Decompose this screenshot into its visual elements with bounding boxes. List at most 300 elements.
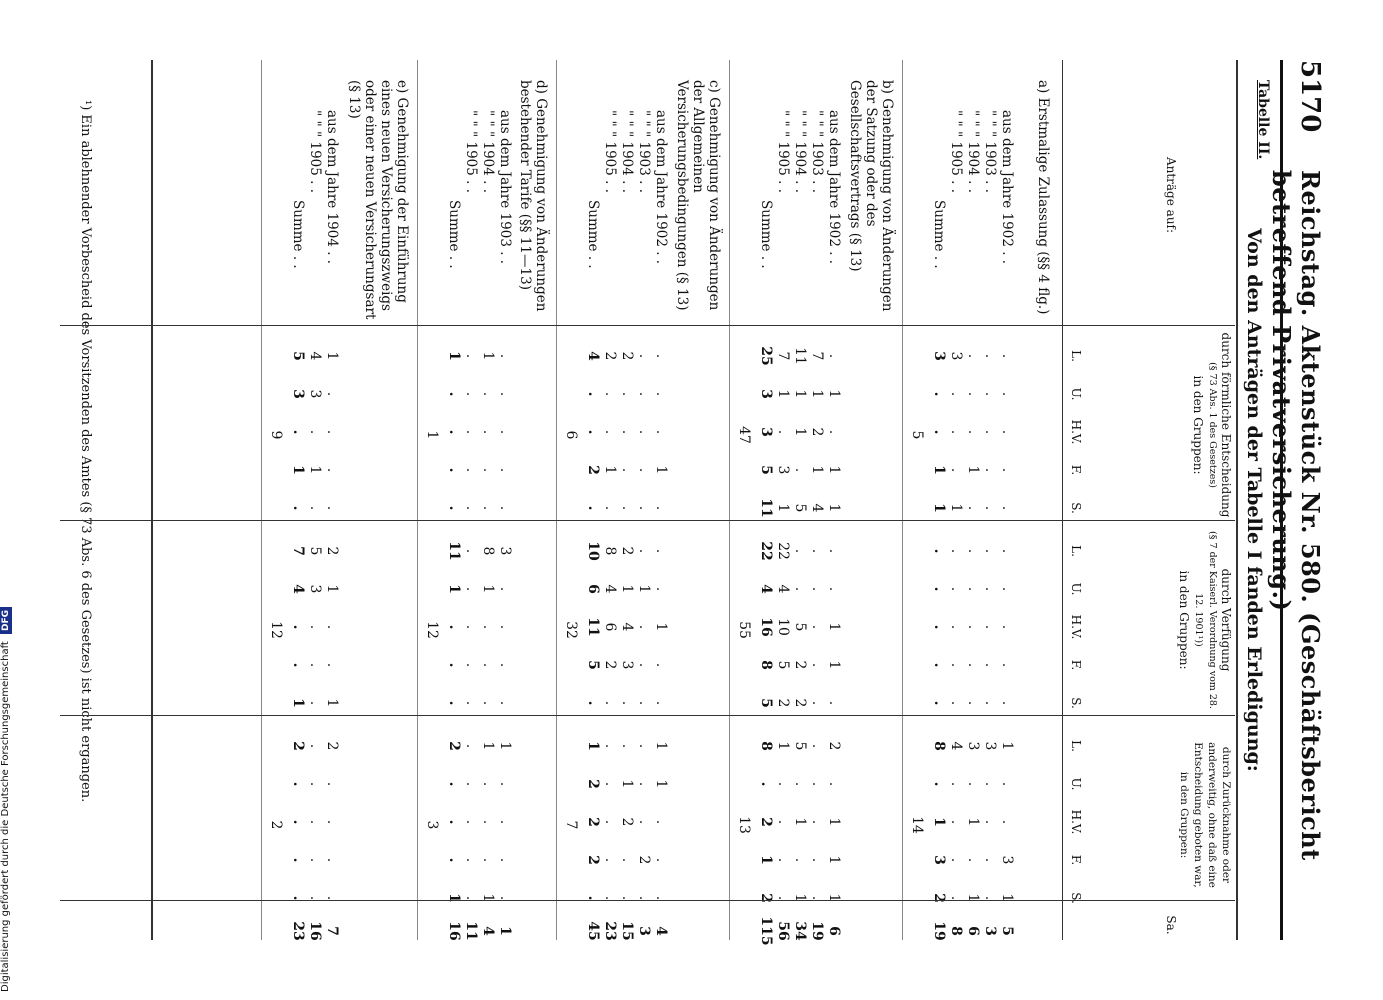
table-cell: . <box>948 781 964 787</box>
col-header-group3 <box>1177 720 1233 910</box>
table-cell: 2 <box>792 660 808 670</box>
row-total: 15 <box>619 921 635 941</box>
table-cell: . <box>792 857 808 863</box>
table-cell: 5 <box>792 741 808 751</box>
table-cell: . <box>636 624 652 630</box>
table-cell: . <box>497 781 513 787</box>
table-cell: 1 <box>653 622 669 632</box>
table-cell: . <box>636 467 652 473</box>
table-cell: . <box>602 743 618 749</box>
table-cell: 3 <box>307 584 323 594</box>
table-cell: . <box>290 781 306 787</box>
row-total: 23 <box>290 921 306 941</box>
table-cell: . <box>965 857 981 863</box>
table-cell: . <box>307 819 323 825</box>
table-cell: 1 <box>775 503 791 513</box>
table-cell: 1 <box>826 893 842 903</box>
table-cell: . <box>653 505 669 511</box>
year-label: " " " 1905 . . <box>948 110 964 194</box>
year-label: " " " 1904 . . <box>619 110 635 194</box>
column-separator <box>60 520 1235 521</box>
table-cell: 1 <box>792 389 808 399</box>
table-cell: . <box>965 391 981 397</box>
table-cell: . <box>931 586 947 592</box>
table-cell: . <box>982 505 998 511</box>
table-cell: 11 <box>792 347 808 365</box>
table-cell: . <box>809 895 825 901</box>
table-cell: 3 <box>307 389 323 399</box>
table-cell: . <box>636 391 652 397</box>
sub-column-header: F. <box>1069 464 1083 476</box>
table-cell: . <box>999 505 1015 511</box>
column-separator <box>60 715 1235 716</box>
table-cell: 3 <box>931 351 947 361</box>
row-total: 3 <box>636 926 652 936</box>
table-cell: . <box>826 429 842 435</box>
table-cell: . <box>982 391 998 397</box>
table-cell: . <box>463 700 479 706</box>
table-cell: 4 <box>585 351 601 361</box>
section-title: d) Genehmigung von Änderungen bestehender Tarife (§§ 11—13) <box>517 80 549 312</box>
table-cell: . <box>999 391 1015 397</box>
table-cell: . <box>809 819 825 825</box>
table-cell: . <box>809 743 825 749</box>
table-cell: . <box>446 781 462 787</box>
table-cell: . <box>497 353 513 359</box>
table-cell: 1 <box>497 741 513 751</box>
summe-label: Summe . . <box>290 200 306 269</box>
table-cell: . <box>497 700 513 706</box>
table-cell: . <box>792 548 808 554</box>
table-cell: . <box>602 700 618 706</box>
group2-title: durch Verfügung <box>1219 568 1233 672</box>
row-total: 56 <box>775 921 791 941</box>
table-cell: . <box>480 624 496 630</box>
table-cell: 7 <box>809 351 825 361</box>
table-cell: 4 <box>307 351 323 361</box>
sub-column-header: F. <box>1069 659 1083 671</box>
table-cell: . <box>585 895 601 901</box>
table-cell: . <box>602 895 618 901</box>
table-cell: . <box>999 700 1015 706</box>
table-cell: 5 <box>758 698 774 708</box>
table-cell: 3 <box>982 741 998 751</box>
summe-label: Summe . . <box>446 200 462 269</box>
section-title: a) Erstmalige Zulassung (§§ 4 flg.) <box>1035 80 1051 315</box>
table-cell: . <box>982 586 998 592</box>
table-cell: 7 <box>290 546 306 556</box>
group-total: 12 <box>424 621 440 639</box>
table-cell: . <box>497 586 513 592</box>
table-cell: 1 <box>809 465 825 475</box>
table-cell: . <box>999 662 1015 668</box>
year-label: aus dem Jahre 1902 . . <box>999 110 1015 265</box>
table-cell: 5 <box>775 660 791 670</box>
table-cell: 5 <box>792 503 808 513</box>
table-cell: . <box>324 429 340 435</box>
table-cell: 10 <box>585 541 601 561</box>
table-cell: 1 <box>758 855 774 865</box>
table-cell: . <box>463 857 479 863</box>
table-cell: . <box>324 662 340 668</box>
table-cell: 3 <box>775 465 791 475</box>
table-cell: . <box>948 895 964 901</box>
year-label: " " " 1904 . . <box>965 110 981 194</box>
row-total: 23 <box>602 921 618 941</box>
table-cell: . <box>290 895 306 901</box>
table-cell: . <box>619 895 635 901</box>
table-subtitle: Von den Anträgen der Tabelle I fanden Erledigung: <box>1243 228 1265 772</box>
table-cell: . <box>290 505 306 511</box>
table-cell: 1 <box>307 465 323 475</box>
table-cell: 5 <box>585 660 601 670</box>
table-cell: . <box>636 895 652 901</box>
table-cell: . <box>636 505 652 511</box>
year-label: " " " 1903 . . <box>982 110 998 194</box>
table-cell: 2 <box>636 855 652 865</box>
table-cell: 5 <box>290 351 306 361</box>
table-cell: 1 <box>324 584 340 594</box>
row-total: 11 <box>463 921 479 941</box>
table-cell: 22 <box>775 542 791 560</box>
table-cell: . <box>653 391 669 397</box>
dfg-logo: DFG <box>0 607 12 634</box>
table-cell: . <box>982 624 998 630</box>
table-cell: 4 <box>809 503 825 513</box>
table-cell: 8 <box>480 546 496 556</box>
table-cell: . <box>775 819 791 825</box>
table-cell: . <box>602 391 618 397</box>
table-cell: . <box>982 819 998 825</box>
table-cell: 3 <box>290 389 306 399</box>
col-header-group2 <box>1177 525 1233 715</box>
table-cell: . <box>653 857 669 863</box>
table-cell: . <box>931 700 947 706</box>
page-number: 5170 <box>1295 60 1325 133</box>
table-cell: . <box>290 662 306 668</box>
head-rule <box>1280 60 1283 940</box>
header-bottom-rule <box>1062 60 1063 940</box>
year-label: aus dem Jahre 1904 . . <box>324 110 340 265</box>
table-cell: . <box>324 505 340 511</box>
table-cell: 1 <box>999 893 1015 903</box>
table-cell: . <box>497 819 513 825</box>
table-cell: . <box>636 429 652 435</box>
row-total: 1 <box>497 926 513 936</box>
table-cell: 1 <box>602 465 618 475</box>
table-cell: . <box>775 895 791 901</box>
sub-column-header: U. <box>1069 387 1083 401</box>
table-cell: . <box>982 353 998 359</box>
table-cell: 2 <box>324 546 340 556</box>
table-cell: . <box>585 505 601 511</box>
table-cell: 10 <box>775 618 791 636</box>
table-cell: 1 <box>480 741 496 751</box>
section-title: b) Genehmigung von Änderungen der Satzung oder des Gesellschaftsvertrags (§ 13) <box>847 80 895 312</box>
table-cell: . <box>446 819 462 825</box>
year-label: aus dem Jahre 1903 . . <box>497 110 513 265</box>
table-cell: . <box>982 467 998 473</box>
table-cell: . <box>948 391 964 397</box>
table-cell: . <box>653 586 669 592</box>
table-cell: 2 <box>619 817 635 827</box>
group1-groups: in den Gruppen: <box>1191 375 1205 475</box>
table-cell: . <box>446 857 462 863</box>
table-cell: 3 <box>619 660 635 670</box>
table-cell: 11 <box>758 498 774 518</box>
table-cell: . <box>446 429 462 435</box>
table-cell: . <box>965 781 981 787</box>
table-cell: 2 <box>324 741 340 751</box>
table-cell: . <box>653 548 669 554</box>
table-cell: 1 <box>653 465 669 475</box>
table-cell: 7 <box>775 351 791 361</box>
table-cell: . <box>826 548 842 554</box>
summe-label: Summe . . <box>758 200 774 269</box>
table-cell: . <box>324 624 340 630</box>
table-cell: . <box>619 857 635 863</box>
table-cell: 1 <box>792 893 808 903</box>
table-cell: . <box>585 429 601 435</box>
table-cell: . <box>809 700 825 706</box>
table-cell: . <box>999 548 1015 554</box>
row-total: 4 <box>480 926 496 936</box>
table-cell: 2 <box>585 779 601 789</box>
table-cell: . <box>324 781 340 787</box>
table-cell: . <box>931 548 947 554</box>
year-label: " " " 1904 . . <box>792 110 808 194</box>
table-cell: . <box>497 467 513 473</box>
table-cell: . <box>636 548 652 554</box>
table-cell: 1 <box>480 584 496 594</box>
sub-column-header: U. <box>1069 777 1083 791</box>
year-label: " " " 1905 . . <box>307 110 323 194</box>
table-cell: . <box>619 467 635 473</box>
group1-title: durch förmliche Entscheidung <box>1219 332 1233 518</box>
table-cell: 1 <box>965 817 981 827</box>
year-label: " " " 1903 . . <box>809 110 825 194</box>
table-cell: . <box>826 700 842 706</box>
table-cell: . <box>463 505 479 511</box>
table-cell: . <box>636 662 652 668</box>
group-total: 5 <box>909 430 925 440</box>
table-cell: . <box>931 624 947 630</box>
table-cell: 1 <box>965 893 981 903</box>
table-cell: . <box>307 700 323 706</box>
table-cell: 2 <box>758 817 774 827</box>
table-cell: 4 <box>602 584 618 594</box>
table-cell: 5 <box>792 622 808 632</box>
group-total: 32 <box>563 621 579 639</box>
table-cell: 1 <box>636 584 652 594</box>
col-header-total: Sa. <box>1164 915 1178 935</box>
group-total: 47 <box>736 426 752 444</box>
group-total: 3 <box>424 820 440 830</box>
table-cell: 2 <box>585 817 601 827</box>
table-cell: 8 <box>758 660 774 670</box>
table-cell: 1 <box>446 351 462 361</box>
table-cell: . <box>480 781 496 787</box>
table-cell: . <box>931 662 947 668</box>
sub-column-header: S. <box>1069 892 1083 904</box>
table-cell: . <box>948 429 964 435</box>
running-head <box>1267 60 1325 940</box>
table-cell: . <box>948 819 964 825</box>
table-cell: . <box>999 781 1015 787</box>
table-cell: 11 <box>585 617 601 637</box>
table-cell: . <box>307 505 323 511</box>
table-cell: . <box>619 391 635 397</box>
table-cell: 1 <box>585 741 601 751</box>
row-total: 6 <box>965 926 981 936</box>
group1-note: (§ 73 Abs. 1 des Gesetzes) <box>1207 362 1218 488</box>
table-cell: . <box>446 505 462 511</box>
table-cell: 2 <box>826 741 842 751</box>
table-cell: . <box>446 700 462 706</box>
table-cell: 1 <box>948 503 964 513</box>
table-cell: . <box>307 662 323 668</box>
table-cell: . <box>931 391 947 397</box>
table-cell: 5 <box>307 546 323 556</box>
table-cell: . <box>636 700 652 706</box>
table-cell: . <box>324 391 340 397</box>
table-cell: 2 <box>446 741 462 751</box>
table-cell: . <box>446 391 462 397</box>
column-separator <box>60 900 1235 901</box>
year-label: aus dem Jahre 1902 . . <box>826 110 842 265</box>
table-cell: . <box>948 662 964 668</box>
group-total: 13 <box>736 816 752 834</box>
table-cell: 1 <box>775 389 791 399</box>
table-cell: 3 <box>758 427 774 437</box>
summe-label: Summe . . <box>585 200 601 269</box>
group-total: 9 <box>268 430 284 440</box>
table-cell: 4 <box>619 622 635 632</box>
sub-column-header: S. <box>1069 502 1083 514</box>
summe-label: Summe . . <box>931 200 947 269</box>
table-cell: . <box>480 467 496 473</box>
table-cell: 1 <box>324 351 340 361</box>
row-total: 19 <box>931 921 947 941</box>
table-cell: . <box>999 353 1015 359</box>
table-cell: 1 <box>826 465 842 475</box>
table-cell: . <box>775 429 791 435</box>
table-cell: . <box>324 819 340 825</box>
table-cell: 2 <box>619 546 635 556</box>
table-cell: . <box>307 857 323 863</box>
table-cell: 6 <box>602 622 618 632</box>
table-cell: . <box>307 781 323 787</box>
table-cell: . <box>290 624 306 630</box>
table-cell: 1 <box>653 741 669 751</box>
table-cell: . <box>463 391 479 397</box>
table-cell: . <box>463 781 479 787</box>
column-separator <box>60 325 1235 326</box>
table-cell: . <box>463 743 479 749</box>
table-cell: 2 <box>931 893 947 903</box>
table-cell: . <box>463 624 479 630</box>
group3-groups: in den Gruppen: <box>1178 771 1190 859</box>
table-cell: . <box>965 624 981 630</box>
table-cell: . <box>463 819 479 825</box>
table-cell: . <box>965 548 981 554</box>
table-cell: . <box>826 781 842 787</box>
section-title: c) Genehmigung von Änderungen der Allgemeinen Versicherungsbedingungen (§ 13) <box>674 80 722 311</box>
row-total: 34 <box>792 921 808 941</box>
digitization-text: Digitalisierung gefördert durch die Deutsche Forschungsgemeinschaft <box>0 641 11 992</box>
table-cell: 1 <box>619 779 635 789</box>
table-cell: . <box>965 429 981 435</box>
sub-column-header: F. <box>1069 854 1083 866</box>
year-label: " " " 1905 . . <box>775 110 791 194</box>
table-cell: . <box>982 548 998 554</box>
table-cell: . <box>446 467 462 473</box>
group-total: 14 <box>909 816 925 834</box>
table-cell: 3 <box>497 546 513 556</box>
table-cell: 1 <box>290 698 306 708</box>
year-label: " " " 1905 . . <box>602 110 618 194</box>
table-cell: . <box>480 857 496 863</box>
table-cell: . <box>775 781 791 787</box>
table-cell: . <box>809 857 825 863</box>
table-cell: 2 <box>585 855 601 865</box>
year-label: " " " 1903 . . <box>636 110 652 194</box>
section-rule <box>556 60 557 940</box>
table-cell: . <box>965 662 981 668</box>
table-cell: 5 <box>758 465 774 475</box>
table-cell: . <box>999 624 1015 630</box>
table-cell: . <box>480 662 496 668</box>
table-cell: . <box>999 467 1015 473</box>
table-cell: . <box>480 505 496 511</box>
table-cell: . <box>636 743 652 749</box>
table-cell: 1 <box>775 741 791 751</box>
year-label: " " " 1904 . . <box>480 110 496 194</box>
table-cell: . <box>290 429 306 435</box>
table-cell: 2 <box>290 741 306 751</box>
row-total: 16 <box>446 921 462 941</box>
table-cell: 8 <box>931 741 947 751</box>
table-cell: . <box>324 467 340 473</box>
table-cell: 8 <box>602 546 618 556</box>
table-cell: . <box>931 429 947 435</box>
group2-groups: in den Gruppen: <box>1177 570 1191 670</box>
row-total: 5 <box>999 926 1015 936</box>
table-cell: 11 <box>446 541 462 561</box>
group-total: 6 <box>563 430 579 440</box>
table-cell: 8 <box>758 741 774 751</box>
table-cell: 2 <box>775 698 791 708</box>
table-cell: 1 <box>931 465 947 475</box>
table-cell: 3 <box>965 741 981 751</box>
table-cell: . <box>446 662 462 668</box>
sub-column-header: S. <box>1069 697 1083 709</box>
table-cell: . <box>653 895 669 901</box>
group-total: 12 <box>268 621 284 639</box>
table-cell: . <box>965 353 981 359</box>
table-cell: 1 <box>826 660 842 670</box>
group2-note: (§ 7 der Kaiserl. Verordnung vom 28. 12. 1901¹)) <box>1193 531 1218 709</box>
table-cell: . <box>619 743 635 749</box>
table-cell: 1 <box>826 503 842 513</box>
table-cell: . <box>619 700 635 706</box>
table-cell: 25 <box>758 346 774 366</box>
table-cell: 1 <box>826 855 842 865</box>
table-cell: . <box>982 895 998 901</box>
row-total: 3 <box>982 926 998 936</box>
table-cell: . <box>602 781 618 787</box>
table-cell: . <box>463 662 479 668</box>
